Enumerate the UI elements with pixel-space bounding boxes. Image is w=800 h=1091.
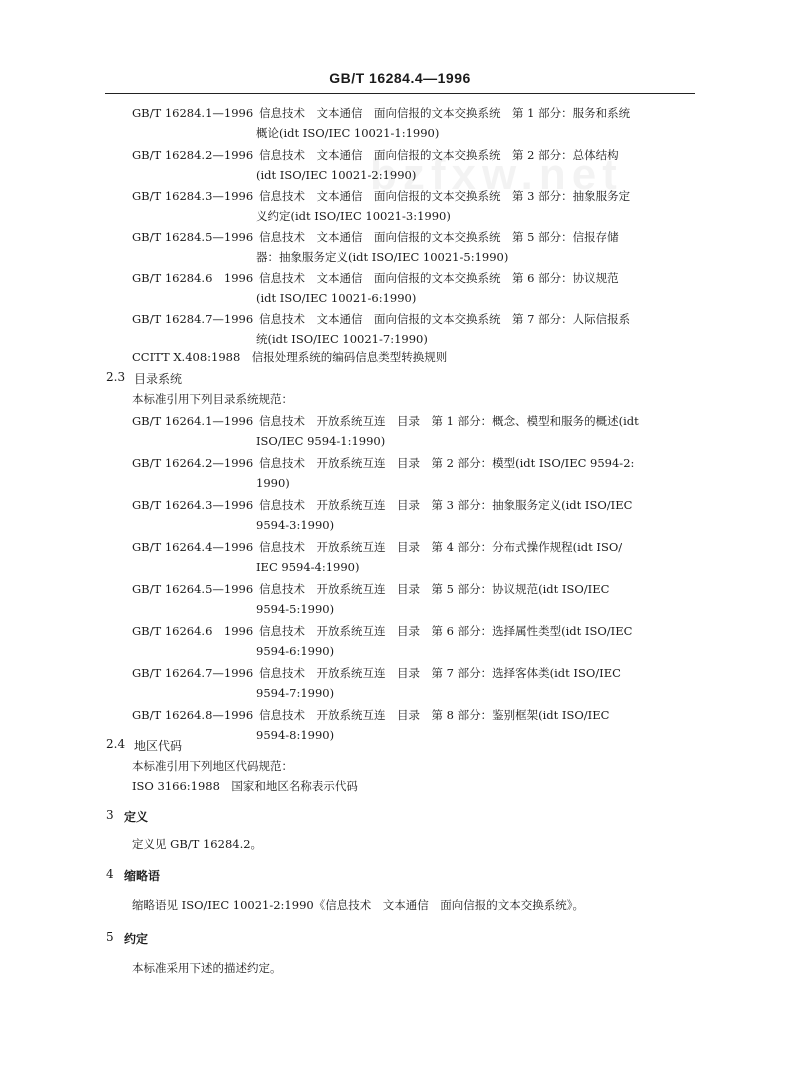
section-body: 本标准采用下述的描述约定。 xyxy=(132,961,282,975)
reference-title: 信息技术 文本通信 面向信报的文本交换系统 第 5 部分：信报存储 xyxy=(259,230,619,244)
reference-entry: ISO 3166:1988 国家和地区名称表示代码 xyxy=(132,779,358,793)
section-number: 2.3 xyxy=(106,370,126,384)
reference-title: 信息技术 文本通信 面向信报的文本交换系统 第 6 部分：协议规范 xyxy=(259,271,619,285)
reference-code: GB/T 16264.1—1996 xyxy=(132,414,254,428)
reference-title-continued: ISO/IEC 9594-1:1990) xyxy=(256,434,386,448)
reference-title-continued: 义约定(idt ISO/IEC 10021-3:1990) xyxy=(256,209,451,223)
reference-code: GB/T 16284.1—1996 xyxy=(132,106,254,120)
reference-code: GB/T 16264.5—1996 xyxy=(132,582,254,596)
section-heading: 缩略语 xyxy=(124,869,161,883)
section-number: 5 xyxy=(106,930,114,944)
reference-title-continued: 9594-5:1990) xyxy=(256,602,335,616)
reference-title-continued: 概论(idt ISO/IEC 10021-1:1990) xyxy=(256,126,440,140)
reference-title-continued: (idt ISO/IEC 10021-2:1990) xyxy=(256,168,417,182)
reference-title: 信息技术 开放系统互连 目录 第 8 部分：鉴别框架(idt ISO/IEC xyxy=(259,708,610,722)
section-intro: 本标准引用下列地区代码规范： xyxy=(132,759,293,773)
reference-code: GB/T 16264.4—1996 xyxy=(132,540,254,554)
reference-title-continued: 器：抽象服务定义(idt ISO/IEC 10021-5:1990) xyxy=(256,250,509,264)
reference-title: 信息技术 文本通信 面向信报的文本交换系统 第 3 部分：抽象服务定 xyxy=(259,189,631,203)
reference-title: 信息技术 开放系统互连 目录 第 2 部分：模型(idt ISO/IEC 9594-2: xyxy=(259,456,635,470)
section-heading: 约定 xyxy=(124,932,149,946)
section-heading: 定义 xyxy=(124,810,149,824)
reference-title: 信息技术 开放系统互连 目录 第 3 部分：抽象服务定义(idt ISO/IEC xyxy=(259,498,633,512)
reference-title-continued: 统(idt ISO/IEC 10021-7:1990) xyxy=(256,332,428,346)
reference-code: GB/T 16264.6 1996 xyxy=(132,624,254,638)
section-number: 3 xyxy=(106,808,114,822)
reference-code: GB/T 16284.2—1996 xyxy=(132,148,254,162)
reference-title: 信息技术 文本通信 面向信报的文本交换系统 第 1 部分：服务和系统 xyxy=(259,106,631,120)
reference-title: 信息技术 开放系统互连 目录 第 1 部分：概念、模型和服务的概述(idt xyxy=(259,414,639,428)
reference-code: GB/T 16264.2—1996 xyxy=(132,456,254,470)
reference-title-continued: 9594-6:1990) xyxy=(256,644,335,658)
reference-code: GB/T 16264.7—1996 xyxy=(132,666,254,680)
reference-title: 信息技术 开放系统互连 目录 第 6 部分：选择属性类型(idt ISO/IEC xyxy=(259,624,633,638)
section-number: 4 xyxy=(106,867,114,881)
section-intro: 本标准引用下列目录系统规范： xyxy=(132,392,293,406)
reference-code: GB/T 16284.7—1996 xyxy=(132,312,254,326)
reference-code: GB/T 16284.3—1996 xyxy=(132,189,254,203)
header-rule xyxy=(105,93,695,94)
reference-title: 信息技术 开放系统互连 目录 第 4 部分：分布式操作规程(idt ISO/ xyxy=(259,540,623,554)
section-heading: 目录系统 xyxy=(134,372,183,386)
reference-code: GB/T 16284.5—1996 xyxy=(132,230,254,244)
ccitt-reference: CCITT X.408:1988 信报处理系统的编码信息类型转换规则 xyxy=(132,350,448,364)
reference-title-continued: 9594-7:1990) xyxy=(256,686,335,700)
reference-title-continued: IEC 9594-4:1990) xyxy=(256,560,360,574)
reference-title-continued: 1990) xyxy=(256,476,290,490)
section-heading: 地区代码 xyxy=(134,739,183,753)
reference-title: 信息技术 开放系统互连 目录 第 5 部分：协议规范(idt ISO/IEC xyxy=(259,582,610,596)
reference-title-continued: (idt ISO/IEC 10021-6:1990) xyxy=(256,291,417,305)
running-header: GB/T 16284.4—1996 xyxy=(329,70,471,86)
reference-title: 信息技术 开放系统互连 目录 第 7 部分：选择客体类(idt ISO/IEC xyxy=(259,666,621,680)
reference-title-continued: 9594-8:1990) xyxy=(256,728,335,742)
section-body: 缩略语见 ISO/IEC 10021-2:1990《信息技术 文本通信 面向信报的文本交换系统》。 xyxy=(132,898,584,912)
reference-code: GB/T 16284.6 1996 xyxy=(132,271,254,285)
reference-title: 信息技术 文本通信 面向信报的文本交换系统 第 7 部分：人际信报系 xyxy=(259,312,631,326)
reference-title: 信息技术 文本通信 面向信报的文本交换系统 第 2 部分：总体结构 xyxy=(259,148,619,162)
reference-title-continued: 9594-3:1990) xyxy=(256,518,335,532)
section-number: 2.4 xyxy=(106,737,126,751)
section-body: 定义见 GB/T 16284.2。 xyxy=(132,837,263,851)
reference-code: GB/T 16264.8—1996 xyxy=(132,708,254,722)
reference-code: GB/T 16264.3—1996 xyxy=(132,498,254,512)
